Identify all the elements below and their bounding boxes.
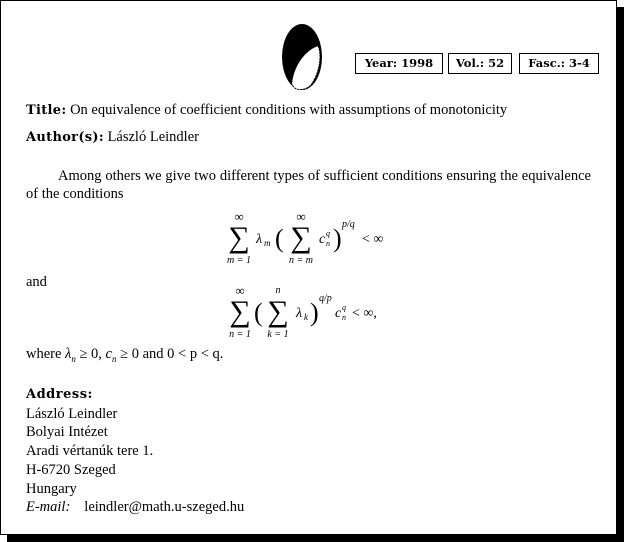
author-row [26, 129, 199, 146]
address-block [26, 386, 244, 517]
f2-outer-upper: ∞ [235, 283, 245, 298]
f1-c-sup: q [326, 229, 330, 238]
cond1-rel: ≥ 0, [79, 346, 102, 362]
f1-inner-sigma-icon: ∑ [290, 221, 312, 254]
email-row [26, 498, 244, 517]
f2-outer-lower: n = 1 [229, 329, 251, 340]
author-label: Author(s): [26, 130, 104, 145]
address-line: Bolyai Intézet [26, 424, 108, 441]
address-line: Aradi vértanúk tere 1. [26, 443, 154, 460]
journal-logo-icon [280, 22, 324, 92]
address-heading: Address: [26, 387, 93, 402]
author-name: László Leindler [107, 129, 199, 145]
cond2-c: c [105, 346, 112, 362]
title-row [26, 102, 507, 119]
and-text: and [26, 274, 47, 290]
title-label: Title: [26, 103, 67, 118]
email-label: E-mail: [26, 499, 71, 516]
and-word: and [142, 346, 164, 362]
formula-1 [223, 209, 403, 267]
address-line: Hungary [26, 480, 77, 497]
where-clause [26, 346, 223, 364]
year-badge: Year: 1998 [355, 53, 443, 74]
f1-c-sub: n [326, 239, 330, 248]
f2-inner-sigma-icon: ∑ [267, 295, 289, 328]
cond1-sub: n [71, 353, 76, 364]
f2-rparen: ) [310, 298, 319, 327]
fascicle-badge: Fasc.: 3-4 [519, 53, 599, 74]
article-title: On equivalence of coefficient conditions with assumptions of monotonicity [70, 102, 508, 118]
cond2-sub: n [111, 353, 117, 364]
address-line: H-6720 Szeged [26, 461, 116, 478]
f2-exponent: q/p [319, 293, 332, 304]
f2-lambda-sub: k [304, 312, 308, 322]
address-line: László Leindler [26, 405, 118, 422]
f1-outer-lower: m = 1 [227, 255, 251, 266]
cond3: 0 < p < q. [167, 346, 224, 362]
f2-inner-upper: n [275, 285, 281, 296]
cond2-rel: ≥ 0 [120, 346, 139, 362]
f1-rparen: ) [333, 224, 342, 253]
f1-lparen: ( [275, 224, 284, 253]
email-address[interactable]: leindler@math.u-szeged.hu [84, 499, 245, 516]
f2-c-sup: q [342, 303, 346, 312]
f1-relation: < ∞ [362, 232, 384, 247]
formula-2 [226, 283, 396, 341]
f1-inner-lower: n = m [289, 255, 313, 266]
f2-outer-sigma-icon: ∑ [229, 295, 251, 328]
where-word: where [26, 346, 62, 362]
abstract-text [26, 167, 591, 203]
volume-badge: Vol.: 52 [448, 53, 512, 74]
f2-lambda: λ [296, 306, 303, 321]
f1-lambda-sub: m [264, 238, 271, 248]
f1-outer-upper: ∞ [234, 209, 244, 224]
f2-c: c [335, 306, 342, 321]
f1-inner-upper: ∞ [296, 209, 306, 224]
f1-lambda: λ [256, 232, 263, 247]
f2-inner-lower: k = 1 [267, 329, 289, 340]
cond1-lambda: λ [65, 346, 72, 362]
f2-lparen: ( [254, 298, 263, 327]
f1-exponent: p/q [342, 219, 355, 230]
f2-relation: < ∞, [352, 306, 377, 321]
f1-c: c [319, 232, 326, 247]
f1-outer-sigma-icon: ∑ [228, 221, 250, 254]
abstract-intro: Among others we give two different types of sufficient conditions ensuring the equivalence of the conditions [26, 168, 591, 202]
f2-c-sub: n [342, 313, 346, 322]
